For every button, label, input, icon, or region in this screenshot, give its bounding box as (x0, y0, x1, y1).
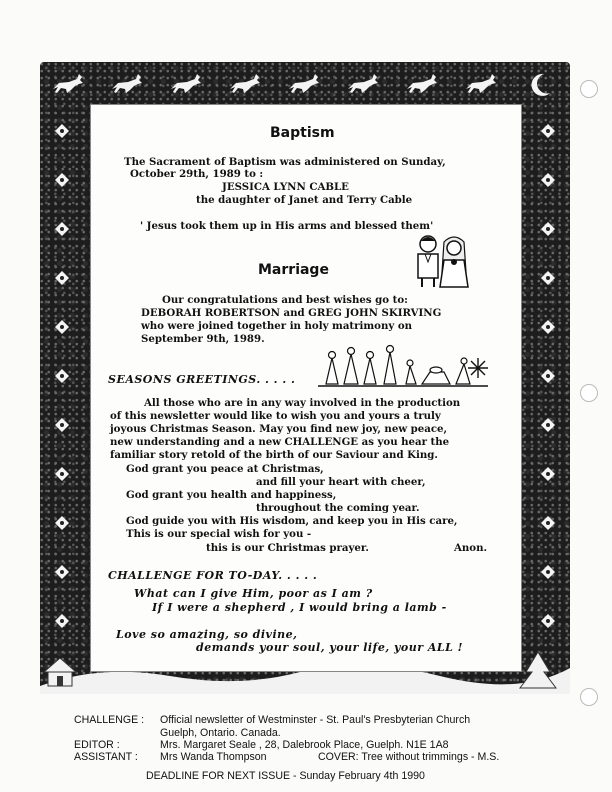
challenge-line: What can I give Him, poor as I am ? (134, 587, 373, 600)
reindeer-icon (167, 71, 207, 97)
diamond-icon (55, 173, 69, 187)
challenge-heading: CHALLENGE FOR TO-DAY. . . . . (108, 569, 318, 582)
marriage-line: who were joined together in holy matrimony on (141, 320, 413, 332)
diamond-icon (55, 222, 69, 236)
baptism-quote: ' Jesus took them up in His arms and blessed them' (140, 220, 434, 232)
reindeer-band (40, 62, 570, 106)
diamond-icon (55, 124, 69, 138)
baptism-child-name: JESSICA LYNN CABLE (222, 181, 349, 193)
diamond-icon (541, 516, 555, 530)
greetings-paragraph-line: joyous Christmas Season. May you find new joy, new peace, (110, 423, 448, 435)
diamond-icon (541, 320, 555, 334)
reindeer-icon (285, 71, 325, 97)
diamond-icon (541, 124, 555, 138)
footer-editor-label: EDITOR : (74, 739, 120, 751)
diamond-icon (541, 271, 555, 285)
moon-icon (520, 71, 560, 97)
footer-assistant: Mrs Wanda Thompson (160, 751, 267, 763)
poem-line: this is our Christmas prayer. (206, 542, 369, 554)
footer-cover-credit: COVER: Tree without trimmings - M.S. (318, 751, 500, 763)
baptism-heading: Baptism (270, 125, 335, 141)
footer-newsletter-description: Official newsletter of Westminster - St. Paul's Presbyterian Church (160, 714, 471, 726)
wedding-couple-icon (412, 232, 470, 290)
greetings-paragraph-line: All those who are in any way involved in the production (144, 397, 461, 409)
reindeer-icon (403, 71, 443, 97)
poem-line: throughout the coming year. (256, 502, 420, 514)
baptism-parents: the daughter of Janet and Terry Cable (196, 194, 413, 206)
baptism-line: October 29th, 1989 to : (130, 168, 264, 180)
challenge-line: demands your soul, your life, your ALL ! (196, 641, 463, 654)
reindeer-icon (344, 71, 384, 97)
footer-editor: Mrs. Margaret Seale , 28, Dalebrook Place, Guelph. N1E 1A8 (160, 739, 449, 751)
right-border-ornaments (526, 106, 570, 646)
reindeer-icon (226, 71, 266, 97)
diamond-icon (55, 271, 69, 285)
diamond-icon (55, 467, 69, 481)
diamond-icon (55, 320, 69, 334)
marriage-line: Our congratulations and best wishes go to: (162, 294, 408, 306)
marriage-date: September 9th, 1989. (141, 333, 265, 345)
poem-line: and fill your heart with cheer, (256, 476, 426, 488)
diamond-icon (541, 467, 555, 481)
diamond-icon (55, 565, 69, 579)
baptism-line: The Sacrament of Baptism was administered on Sunday, (124, 156, 446, 168)
diamond-icon (55, 418, 69, 432)
poem-line: God grant you health and happiness, (126, 489, 337, 501)
poem-line: God guide you with His wisdom, and keep you in His care, (126, 515, 458, 527)
reindeer-icon (462, 71, 502, 97)
binder-hole (580, 688, 598, 706)
nativity-scene-icon (318, 344, 488, 388)
binder-hole (580, 80, 598, 98)
marriage-heading: Marriage (258, 262, 329, 278)
diamond-icon (55, 614, 69, 628)
greetings-paragraph-line: familiar story retold of the birth of our Saviour and King. (110, 449, 438, 461)
diamond-icon (541, 565, 555, 579)
footer-deadline: DEADLINE FOR NEXT ISSUE - Sunday February 4th 1990 (146, 770, 425, 782)
seasons-greetings-heading: SEASONS GREETINGS. . . . . (108, 373, 296, 386)
poem-line: God grant you peace at Christmas, (126, 463, 324, 475)
footer-assistant-label: ASSISTANT : (74, 751, 138, 763)
footer-challenge-label: CHALLENGE : (74, 714, 145, 726)
diamond-icon (55, 516, 69, 530)
diamond-icon (541, 173, 555, 187)
reindeer-icon (108, 71, 148, 97)
diamond-icon (541, 614, 555, 628)
cottage-icon (44, 658, 76, 686)
footer-location: Guelph, Ontario. Canada. (160, 727, 281, 739)
poem-line: This is our special wish for you - (126, 528, 312, 540)
binder-hole (580, 384, 598, 402)
poem-attribution: Anon. (454, 542, 488, 554)
marriage-couple-names: DEBORAH ROBERTSON and GREG JOHN SKIRVING (141, 307, 442, 319)
reindeer-icon (49, 71, 89, 97)
challenge-line: If I were a shepherd , I would bring a lamb - (152, 601, 447, 614)
pine-tree-icon (520, 652, 556, 688)
diamond-icon (541, 222, 555, 236)
left-border-ornaments (40, 106, 84, 646)
greetings-paragraph-line: of this newsletter would like to wish you and yours a truly (110, 410, 441, 422)
greetings-paragraph-line: new understanding and a new CHALLENGE as you hear the (110, 436, 450, 448)
diamond-icon (541, 418, 555, 432)
diamond-icon (541, 369, 555, 383)
challenge-line: Love so amazing, so divine, (116, 628, 298, 641)
diamond-icon (55, 369, 69, 383)
